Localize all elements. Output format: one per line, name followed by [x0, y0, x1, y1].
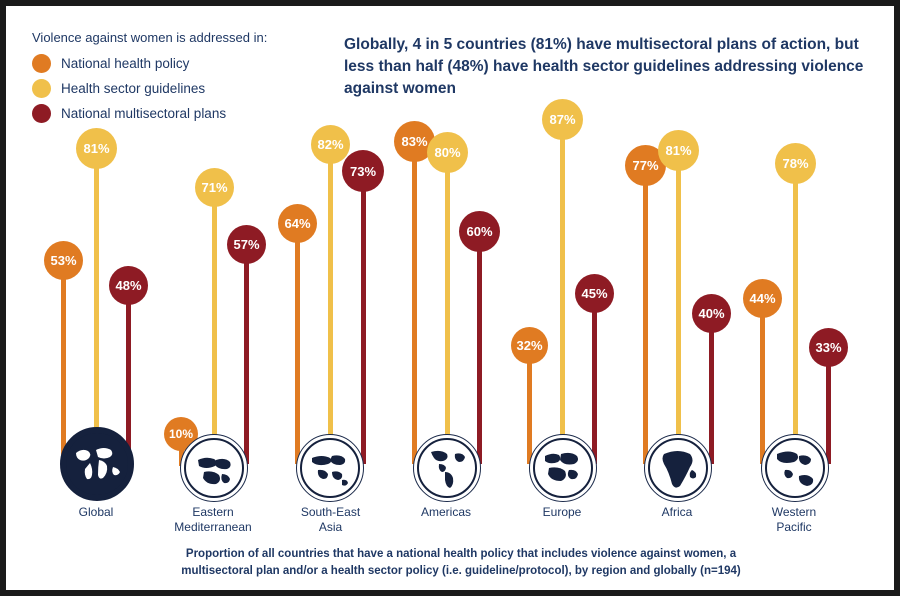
bar-stem: [592, 306, 597, 464]
bar-stem: [244, 254, 249, 464]
bar-stem: [328, 158, 333, 463]
chart-plot-area: [6, 6, 900, 602]
data-bubble: [311, 125, 350, 164]
data-value: 60%: [466, 224, 493, 239]
data-bubble: [692, 294, 731, 333]
region-label-europe: [512, 505, 612, 520]
data-bubble: [511, 327, 548, 364]
legend-title: Violence against women is addressed in:: [32, 30, 268, 45]
bar-stem: [61, 268, 66, 463]
chart-caption: Proportion of all countries that have a national health policy that includes violence against women, a multisectoral plan and/or a health sector policy (i.e. guideline/protocol), by region and globally (n=194): [181, 548, 741, 577]
region-globe-icon-africa: [644, 434, 712, 502]
region-label-line1: Western: [771, 505, 817, 519]
data-value: 32%: [516, 338, 543, 353]
bar-stem: [126, 296, 131, 463]
data-value: 44%: [749, 291, 776, 306]
data-bubble: [658, 130, 699, 171]
data-bubble: [459, 211, 500, 252]
region-globe-icon-global: [60, 427, 134, 501]
data-bubble: [227, 225, 266, 264]
region-label-eastern-mediterranean: [158, 505, 268, 535]
region-label-global: [46, 505, 146, 520]
bar-stem: [445, 166, 450, 464]
data-value: 80%: [434, 145, 461, 160]
region-label-line1: South-East: [300, 505, 361, 519]
data-bubble: [427, 132, 468, 173]
region-label-line1: Americas: [420, 505, 471, 519]
data-value: 81%: [665, 143, 692, 158]
region-label-western-pacific: [744, 505, 844, 535]
bar-stem: [361, 184, 366, 464]
data-bubble: [809, 328, 848, 367]
data-value: 81%: [83, 141, 110, 156]
region-globe-icon-south-east-asia: [296, 434, 364, 502]
region-label-south-east-asia: [278, 505, 383, 535]
data-value: 53%: [50, 253, 77, 268]
region-label-line2: Mediterranean: [174, 520, 252, 534]
bar-stem: [295, 236, 300, 464]
data-bubble: [575, 274, 614, 313]
data-bubble: [44, 241, 83, 280]
bar-stem: [760, 309, 765, 464]
data-bubble: [109, 266, 148, 305]
region-label-line1: Global: [78, 505, 114, 519]
data-value: 64%: [284, 216, 311, 231]
data-bubble: [743, 279, 782, 318]
bar-stem: [527, 352, 532, 464]
legend-item-label: Health sector guidelines: [61, 81, 206, 96]
data-bubble: [195, 168, 234, 207]
bar-stem: [826, 358, 831, 464]
region-globe-icon-eastern-mediterranean: [180, 434, 248, 502]
data-bubble: [76, 128, 117, 169]
bar-stem: [477, 244, 482, 464]
data-value: 83%: [401, 134, 428, 149]
legend-item-label: National health policy: [61, 56, 190, 71]
region-label-line2: Pacific: [776, 520, 812, 534]
data-bubble: [278, 204, 317, 243]
data-value: 57%: [233, 237, 260, 252]
data-value: 48%: [115, 278, 142, 293]
data-value: 45%: [581, 286, 608, 301]
data-value: 78%: [782, 156, 809, 171]
data-bubble: [542, 99, 583, 140]
bar-stem: [793, 176, 798, 464]
bar-stem: [676, 164, 681, 464]
data-value: 77%: [632, 158, 659, 173]
legend-item-label: National multisectoral plans: [61, 106, 227, 121]
bar-stem: [94, 161, 99, 461]
region-label-line1: Europe: [542, 505, 582, 519]
data-value: 82%: [317, 137, 344, 152]
bar-stem: [212, 198, 217, 463]
region-label-africa: [627, 505, 727, 520]
region-label-americas: [396, 505, 496, 520]
region-label-line2: Asia: [318, 520, 343, 534]
bar-stem: [709, 324, 714, 464]
data-value: 10%: [168, 427, 194, 441]
data-value: 87%: [549, 112, 576, 127]
chart-headline: Globally, 4 in 5 countries (81%) have multisectoral plans of action, but less than half (48%) have health sector guidelines addressing violence against women: [344, 36, 864, 97]
region-label-line1: Africa: [661, 505, 693, 519]
bar-stem: [560, 133, 565, 463]
bar-stem: [643, 178, 648, 464]
data-value: 40%: [698, 306, 725, 321]
data-value: 73%: [349, 163, 377, 179]
region-globe-icon-europe: [529, 434, 597, 502]
region-label-line1: Eastern: [192, 505, 234, 519]
region-globe-icon-americas: [413, 434, 481, 502]
bar-stem: [412, 154, 417, 464]
data-bubble: [775, 143, 816, 184]
region-globe-icon-western-pacific: [761, 434, 829, 502]
data-value: 33%: [815, 340, 842, 355]
data-value: 71%: [201, 180, 228, 195]
data-bubble: [342, 150, 384, 192]
